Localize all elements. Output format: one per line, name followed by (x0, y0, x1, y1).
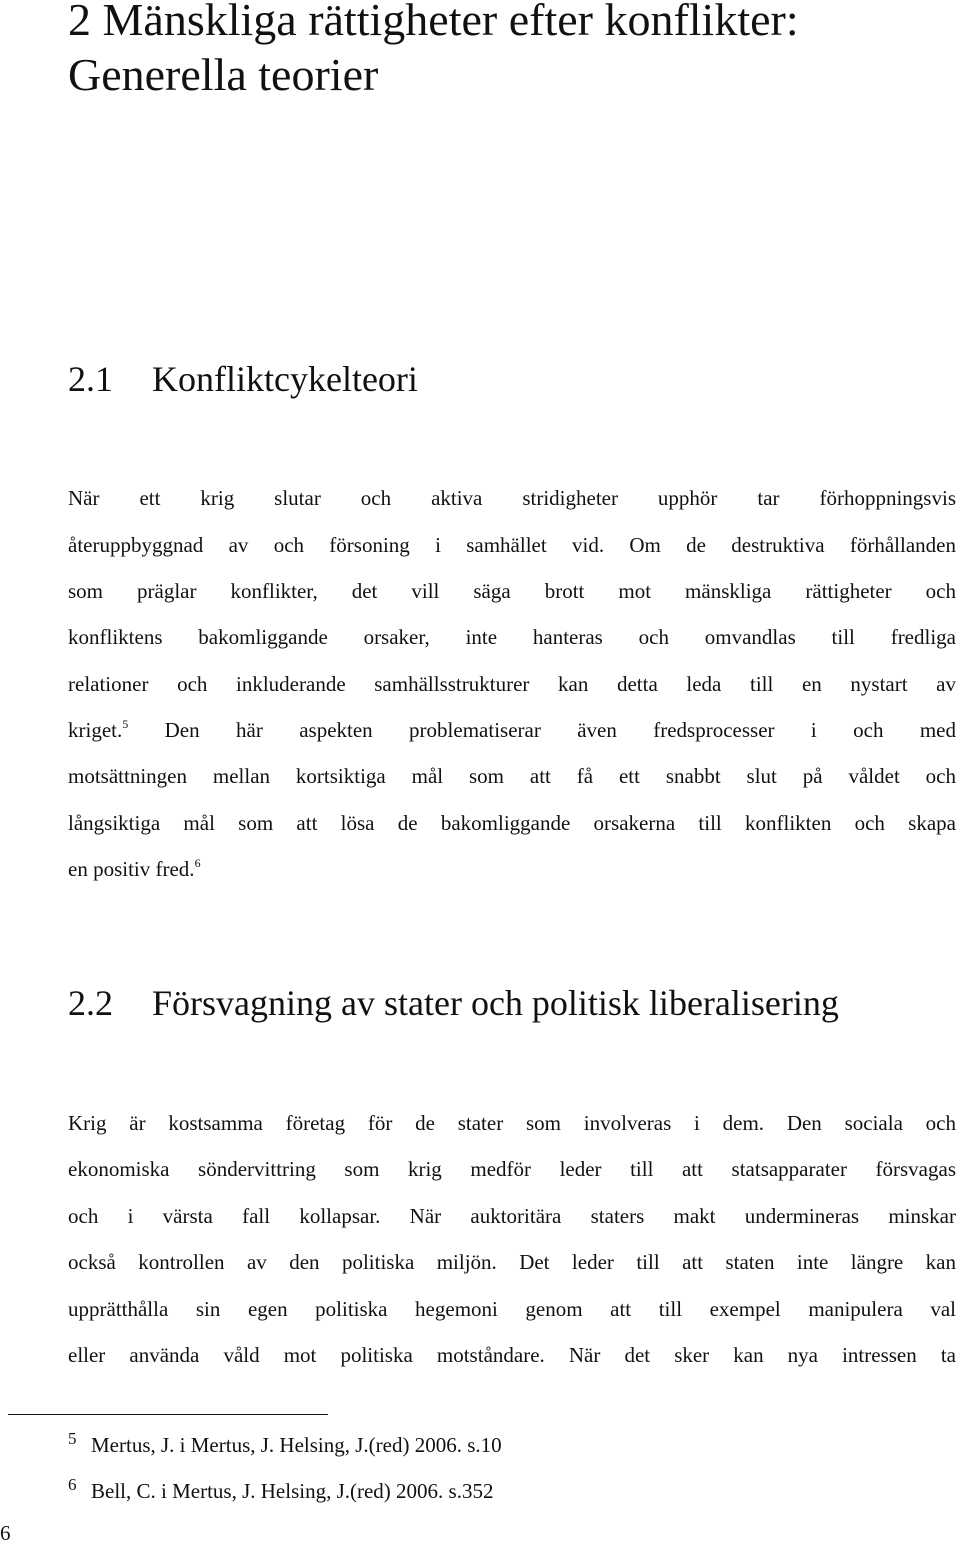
paragraph-line: ekonomiska söndervittring som krig medför leder till att statsapparater försvagas (68, 1157, 956, 1181)
line-start-text: kriget. (68, 718, 123, 742)
page-number: 6 (0, 1521, 11, 1545)
paragraph-line: och i värsta fall kollapsar. När auktoritära staters makt undermineras minskar (68, 1204, 956, 1228)
footnote-ref: 6 (194, 856, 201, 870)
footnote-separator (8, 1414, 328, 1415)
paragraph-line (68, 717, 956, 743)
paragraph-line: Krig är kostsamma företag för de stater som involveras i dem. Den sociala och (68, 1111, 956, 1135)
paragraph-line: som präglar konflikter, det vill säga brott mot mänskliga rättigheter och (68, 579, 956, 603)
chapter-title: 2 Mänskliga rättigheter efter konflikter: Generella teorier (68, 0, 799, 100)
paragraph-line: relationer och inkluderande samhällsstrukturer kan detta leda till en nystart av (68, 672, 956, 696)
paragraph-line: eller använda våld mot politiska motståndare. När det sker kan nya intressen ta (68, 1343, 956, 1367)
line-text: en positiv fred. (68, 857, 195, 881)
paragraph-line: också kontrollen av den politiska miljön. Det leder till att staten inte längre kan (68, 1250, 956, 1274)
footnote-text: Mertus, J. i Mertus, J. Helsing, J.(red) 2006. s.10 (91, 1433, 502, 1457)
paragraph-line: upprätthålla sin egen politiska hegemoni genom att till exempel manipulera val (68, 1297, 956, 1321)
section-title: Försvagning av stater och politisk liberalisering (152, 983, 839, 1023)
footnote-ref: 5 (122, 717, 129, 731)
paragraph-line: När ett krig slutar och aktiva stridigheter upphör tar förhoppningsvis (68, 486, 956, 510)
section-heading-2-2 (68, 981, 839, 1025)
section-number: 2.2 (68, 983, 113, 1023)
footnote-text: Bell, C. i Mertus, J. Helsing, J.(red) 2006. s.352 (91, 1479, 494, 1503)
paragraph-line: långsiktiga mål som att lösa de bakomliggande orsakerna till konflikten och skapa (68, 811, 956, 835)
section-number: 2.1 (68, 359, 113, 399)
footnote: 6 Bell, C. i Mertus, J. Helsing, J.(red) 2006. s.352 (68, 1475, 494, 1503)
paragraph-line (68, 856, 956, 882)
footnote: 5 Mertus, J. i Mertus, J. Helsing, J.(red) 2006. s.10 (68, 1429, 502, 1457)
paragraph-line: konfliktens bakomliggande orsaker, inte hanteras och omvandlas till fredliga (68, 625, 956, 649)
line-rest-text: Den här aspekten problematiserar även fredsprocesser i och med (164, 718, 956, 742)
section-title: Konfliktcykelteori (152, 359, 418, 399)
section-heading-2-1 (68, 357, 418, 401)
paragraph-line: motsättningen mellan kortsiktiga mål som att få ett snabbt slut på våldet och (68, 764, 956, 788)
paragraph-line: återuppbyggnad av och försoning i samhället vid. Om de destruktiva förhållanden (68, 533, 956, 557)
